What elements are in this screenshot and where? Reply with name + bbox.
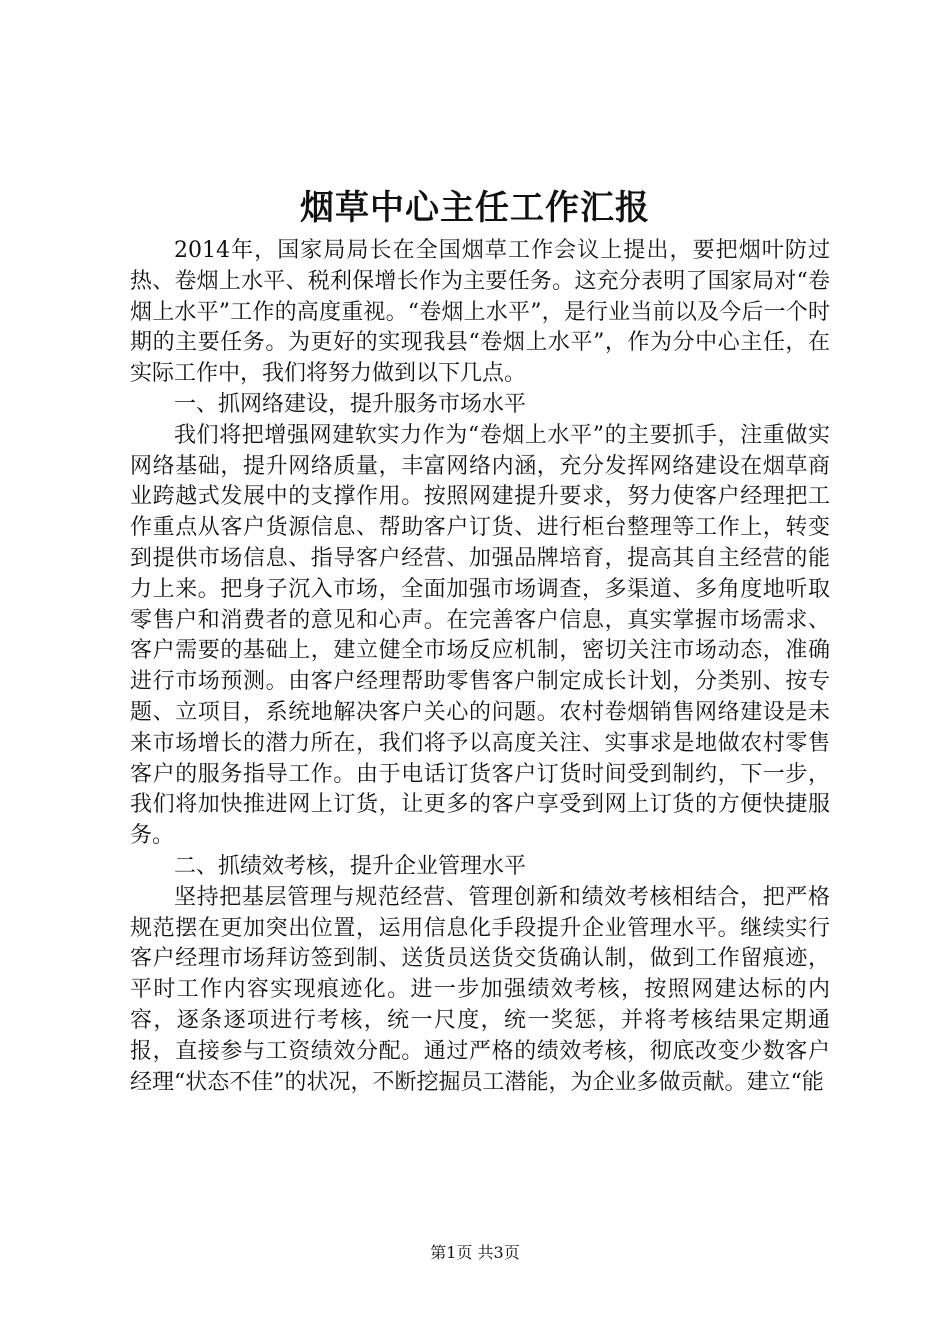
paragraph-performance: 坚持把基层管理与规范经营、管理创新和绩效考核相结合，把严格规范摆在更加突出位置，运用信息化手段提升企业管理水平。继续实行客户经理市场拜访签到制、送货员送货交货确认制，做到工作留痕迹，平时工作内容实现痕迹化。进一步加强绩效考核，按照网建达标的内容，逐条逐项进行考核，统一尺度，统一奖惩，并将考核结果定期通报，直接参与工资绩效分配。通过严格的绩效考核，彻底改变少数客户经理“状态不佳”的状况，不断挖掘员工潜能，为企业多做贡献。建立“能 [130,884,830,1095]
section-heading-network: 一、抓网络建设，提升服务市场水平 [174,391,527,417]
section-heading-performance: 二、抓绩效考核，提升企业管理水平 [174,853,527,879]
document-title: 烟草中心主任工作汇报 [300,188,650,228]
paragraph-network: 我们将把增强网建软实力作为“卷烟上水平”的主要抓手，注重做实网络基础，提升网络质量，丰富网络内涵，充分发挥网络建设在烟草商业跨越式发展中的支撑作用。按照网建提升要求，努力使客户经理把工作重点从客户货源信息、帮助客户订货、进行柜台整理等工作上，转变到提供市场信息、指导客户经营、加强品牌培育，提高其自主经营的能力上来。把身子沉入市场，全面加强市场调查，多渠道、多角度地听取零售户和消费者的意见和心声。在完善客户信息，真实掌握市场需求、客户需要的基础上，建立健全市场反应机制，密切关注市场动态，准确进行市场预测。由客户经理帮助零售客户制定成长计划，分类别、按专题、立项目，系统地解决客户关心的问题。农村卷烟销售网络建设是未来市场增长的潜力所在，我们将予以高度关注、实事求是地做农村零售客户的服务指导工作。由于电话订货客户订货时间受到制约，下一步，我们将加快推进网上订货，让更多的客户享受到网上订货的方便快捷服务。 [130,422,830,849]
page-number-footer: 第1页 共3页 [430,1243,520,1262]
paragraph-intro: 2014年，国家局局长在全国烟草工作会议上提出，要把烟叶防过热、卷烟上水平、税利保增长作为主要任务。这充分表明了国家局对“卷烟上水平”工作的高度重视。“卷烟上水平”，是行业当前以及今后一个时期的主要任务。为更好的实现我县“卷烟上水平”，作为分中心主任，在实际工作中，我们将努力做到以下几点。 [130,238,830,387]
document-body [130,236,830,1098]
